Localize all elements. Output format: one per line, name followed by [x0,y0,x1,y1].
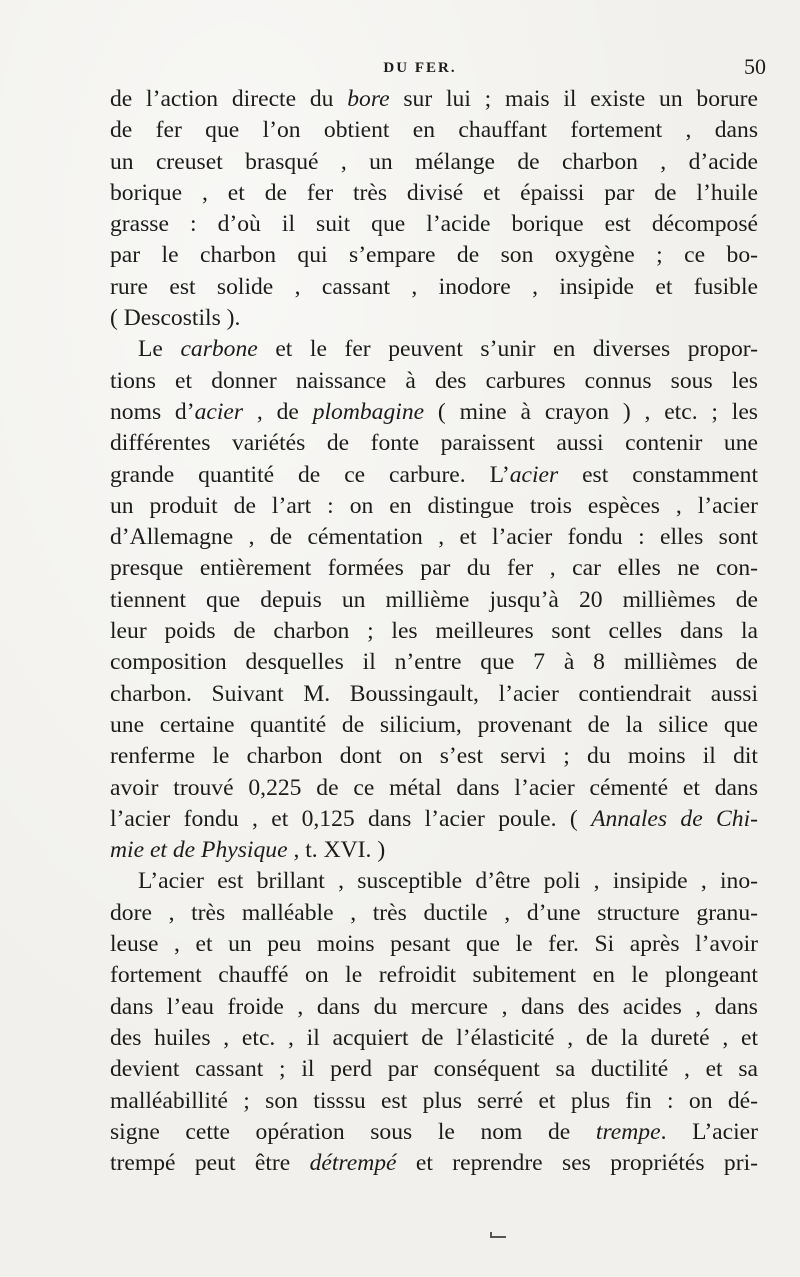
text-line: tiennent que depuis un millième jusqu’à 20 millièmes de [110,586,758,613]
text-line: charbon. Suivant M. Boussingault, l’acier contiendrait aussi [110,680,758,707]
text-line: renferme le charbon dont on s’est servi ; du moins il dit [110,743,758,770]
text-line: une certaine quantité de silicium, provenant de la silice que [110,711,758,738]
text-line: fortement chauffé on le refroidit subitement en le plongeant [110,962,758,989]
text-line: composition desquelles il n’entre que 7 à 8 millièmes de [110,649,758,676]
text-line: de fer que l’on obtient en chauffant fortement , dans [110,117,758,144]
text-line: trempé peut être détrempé et reprendre ses propriétés pri- [110,1150,758,1177]
text-line: l’acier fondu , et 0,125 dans l’acier poule. ( Annales de Chi- [110,805,758,832]
text-line: presque entièrement formées par du fer , car elles ne con- [110,555,758,582]
text-line: L’acier est brillant , susceptible d’être poli , insipide , ino- [138,868,758,895]
text-line: tions et donner naissance à des carbures connus sous les [110,367,758,394]
text-line: rure est solide , cassant , inodore , insipide et fusible [110,273,758,300]
text-line: borique , et de fer très divisé et épaissi par de l’huile [110,179,758,206]
page-header [0,52,800,84]
text-line: d’Allemagne , de cémentation , et l’acier fondu : elles sont [110,524,758,551]
text-line: signe cette opération sous le nom de trempe. L’acier [110,1118,758,1145]
text-line: par le charbon qui s’empare de son oxygène ; ce bo- [110,242,758,269]
text-line: de l’action directe du bore sur lui ; mais il existe un borure [110,86,758,112]
page-number: 50 [744,54,766,79]
text-line: leur poids de charbon ; les meilleures sont celles dans la [110,618,758,645]
text-line: ( Descostils ). [110,305,241,332]
text-line: un produit de l’art : on en distingue trois espèces , l’acier [110,492,758,519]
text-line: un creuset brasqué , un mélange de charbon , d’acide [110,148,758,175]
text-line: différentes variétés de fonte paraissent aussi contenir une [110,430,758,457]
text-line: grande quantité de ce carbure. L’acier est constamment [110,461,758,488]
text-line: leuse , et un peu moins pesant que le fer. Si après l’avoir [110,931,758,958]
text-line: noms d’acier , de plombagine ( mine à crayon ) , etc. ; les [110,398,758,425]
text-line: dore , très malléable , très ductile , d’une structure granu- [110,899,758,926]
text-line: avoir trouvé 0,225 de ce métal dans l’acier cémenté et dans [110,774,758,801]
printer-mark [490,1232,506,1238]
text-line: dans l’eau froide , dans du mercure , dans des acides , dans [110,993,758,1020]
text-line: mie et de Physique , t. XVI. ) [110,837,386,864]
text-line: malléabillité ; son tisssu est plus serré et plus fin : on dé- [110,1087,758,1114]
running-head: DU FER. [383,60,457,76]
text-line: des huiles , etc. , il acquiert de l’élasticité , de la dureté , et [110,1024,758,1051]
body-text [110,84,758,1179]
text-line: Le carbone et le fer peuvent s’unir en diverses propor- [138,336,758,363]
text-line: grasse : d’où il suit que l’acide borique est décomposé [110,211,758,238]
text-line: devient cassant ; il perd par conséquent sa ductilité , et sa [110,1056,758,1083]
